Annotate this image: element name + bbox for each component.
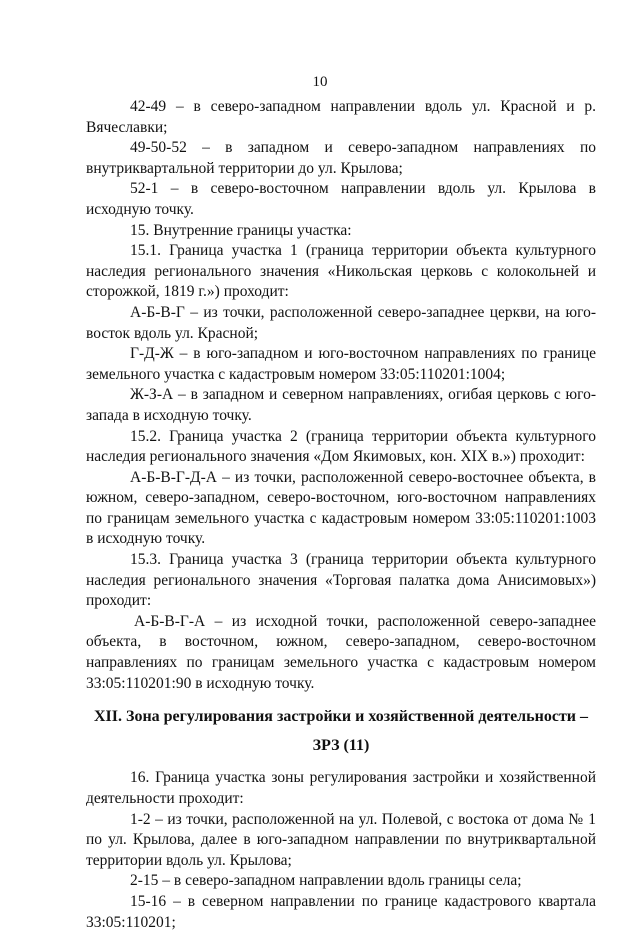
paragraph: А-Б-В-Г-Д-А – из точки, расположенной северо-восточнее объекта, в южном, северо-западном, северо-восточном, юго-восточном направлениях по границам земельного участка с кадастровым номером 33:05:110201:1003 в исходную точку.: [86, 468, 596, 548]
paragraph: 16. Граница участка зоны регулирования застройки и хозяйственной деятельности проходит:: [86, 769, 596, 807]
paragraph: 15.2. Граница участка 2 (граница территории объекта культурного наследия регионального значения «Дом Якимовых, кон. XIX в.») проходит:: [86, 427, 596, 466]
paragraph: 15.1. Граница участка 1 (граница территории объекта культурного наследия регионального значения «Никольская церковь с колокольней и сторожкой, 1819 г.») проходит:: [86, 242, 596, 301]
section-heading-zone-code: ЗРЗ (11): [312, 736, 370, 754]
paragraph: 52-1 – в северо-восточном направлении вдоль ул. Крылова в исходную точку.: [86, 180, 596, 218]
section-heading: XII. Зона регулирования застройки и хозяйственной деятельности –: [93, 708, 589, 726]
paragraph: 15-16 – в северном направлении по границе кадастрового квартала 33:05:110201;: [86, 892, 596, 931]
paragraph: 1-2 – из точки, расположенной на ул. Полевой, с востока от дома № 1 по ул. Крылова, далее в юго-западном направлении по внутриквартальной территории вдоль ул. Крылова;: [86, 810, 596, 869]
paragraph: 15.3. Граница участка 3 (граница территории объекта культурного наследия регионального значения «Торговая палатка дома Анисимовых») проходит:: [86, 551, 596, 610]
paragraph: 2-15 – в северо-западном направлении вдоль границы села;: [130, 872, 522, 890]
paragraph: 42-49 – в северо-западном направлении вдоль ул. Красной и р. Вячеславки;: [86, 98, 596, 136]
paragraph: А-Б-В-Г-А – из исходной точки, расположенной северо-западнее объекта, в восточном, южном, северо-западном, северо-восточном направлениях по границам земельного участка с кадастровым номером 33:05:110201:90 в исходную точку.: [86, 612, 596, 692]
paragraph: Г-Д-Ж – в юго-западном и юго-восточном направлениях по границе земельного участка с кадастровым номером 33:05:110201:1004;: [86, 345, 596, 383]
paragraph: Ж-З-А – в западном и северном направлениях, огибая церковь с юго-запада в исходную точку.: [86, 386, 596, 424]
paragraph: 49-50-52 – в западном и северо-западном направлениях по внутриквартальной территории до ул. Крылова;: [86, 139, 596, 177]
document-body: [86, 97, 596, 933]
paragraph: 15. Внутренние границы участка:: [130, 221, 352, 239]
page-number: 10: [312, 74, 328, 90]
paragraph: А-Б-В-Г – из точки, расположенной северо-западнее церкви, на юго-восток вдоль ул. Красной;: [86, 303, 596, 342]
